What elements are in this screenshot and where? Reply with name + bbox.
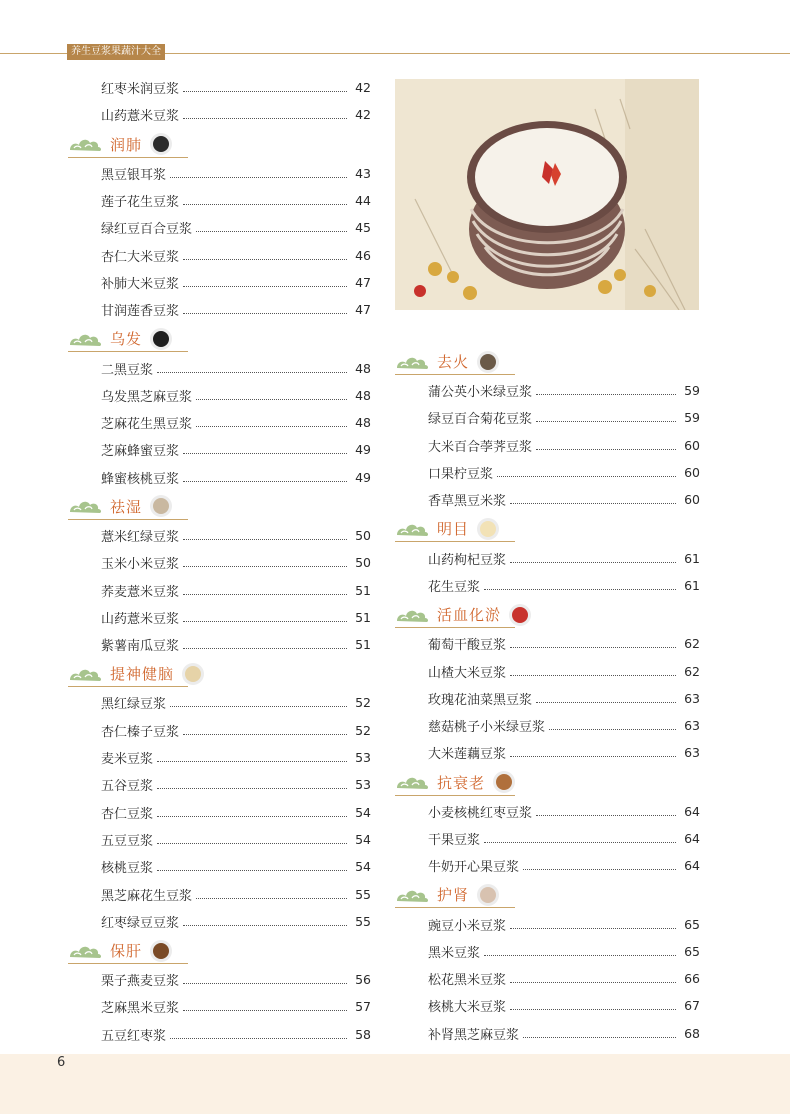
entry-title: 蜂蜜核桃豆浆 — [101, 471, 180, 487]
section-title: 提神健脑 — [110, 665, 175, 684]
dot-leader — [536, 702, 676, 703]
entry-title: 山楂大米豆浆 — [428, 665, 507, 681]
entry-title: 黑米豆浆 — [428, 945, 481, 961]
dot-leader — [183, 313, 347, 314]
section-heading — [68, 658, 371, 689]
entry-page-number: 63 — [684, 718, 700, 734]
entry-title: 山药枸杞豆浆 — [428, 552, 507, 568]
entry-title: 核桃豆浆 — [101, 861, 154, 877]
entry-page-number: 45 — [355, 220, 371, 236]
entry-page-number: 49 — [355, 442, 371, 458]
cloud-icon — [395, 886, 431, 904]
entry-title: 红枣米润豆浆 — [101, 82, 180, 98]
entry-page-number: 49 — [355, 469, 371, 485]
section-heading — [68, 935, 371, 966]
ingredient-thumbnail-icon — [150, 495, 172, 517]
entry-page-number: 48 — [355, 387, 371, 403]
dot-leader — [170, 706, 347, 707]
dot-leader — [157, 761, 347, 762]
ingredient-thumbnail-icon — [509, 604, 531, 626]
entry-page-number: 53 — [355, 777, 371, 793]
entry-title: 荞麦薏米豆浆 — [101, 584, 180, 600]
ingredient-thumbnail-icon — [150, 328, 172, 350]
cloud-icon — [68, 330, 104, 348]
entry-page-number: 42 — [355, 107, 371, 123]
entry-page-number: 66 — [684, 971, 700, 987]
entry-page-number: 63 — [684, 745, 700, 761]
section-heading — [395, 599, 700, 630]
entry-title: 慈菇桃子小米绿豆浆 — [428, 720, 546, 736]
toc-entry[interactable] — [395, 938, 700, 965]
toc-entry[interactable] — [68, 187, 371, 214]
dot-leader — [536, 449, 676, 450]
dot-leader — [523, 869, 676, 870]
entry-title: 核桃大米豆浆 — [428, 1000, 507, 1016]
entry-title: 玉米小米豆浆 — [101, 557, 180, 573]
section-underline — [68, 963, 188, 964]
toc-entry[interactable] — [68, 549, 371, 576]
entry-page-number: 51 — [355, 637, 371, 653]
book-title-tab: 养生豆浆果蔬汁大全 — [67, 44, 165, 60]
toc-entry[interactable] — [68, 908, 371, 935]
toc-entry[interactable] — [395, 798, 700, 825]
ingredient-thumbnail-icon — [182, 663, 204, 685]
section-title: 去火 — [437, 353, 470, 371]
section-heading — [68, 129, 371, 160]
toc-entry[interactable] — [395, 1020, 700, 1047]
dot-leader — [183, 91, 347, 92]
entry-page-number: 44 — [355, 193, 371, 209]
dot-leader — [183, 1010, 347, 1011]
toc-entry[interactable] — [395, 377, 700, 404]
section-heading — [395, 767, 700, 798]
toc-entry[interactable] — [68, 522, 371, 549]
entry-page-number: 64 — [684, 803, 700, 819]
entry-title: 牛奶开心果豆浆 — [428, 860, 520, 876]
page-number: 6 — [57, 1055, 66, 1070]
dot-leader — [196, 426, 347, 427]
entry-page-number: 67 — [684, 998, 700, 1014]
section-title: 祛湿 — [110, 497, 143, 516]
toc-entry[interactable] — [395, 572, 700, 599]
cloud-icon — [395, 520, 431, 538]
entry-page-number: 55 — [355, 886, 371, 902]
ingredient-thumbnail-icon — [477, 518, 499, 540]
ingredient-thumbnail-icon — [493, 771, 515, 793]
entry-page-number: 52 — [355, 695, 371, 711]
section-title: 护肾 — [437, 886, 470, 905]
entry-title: 豌豆小米豆浆 — [428, 918, 507, 934]
entry-title: 山药薏米豆浆 — [101, 109, 180, 125]
entry-page-number: 60 — [684, 465, 700, 481]
entry-title: 松花黑米豆浆 — [428, 973, 507, 989]
entry-title: 大米莲藕豆浆 — [428, 747, 507, 763]
cloud-icon — [68, 942, 104, 960]
toc-entry[interactable] — [68, 966, 371, 993]
section-underline — [395, 541, 515, 542]
entry-title: 甘润莲香豆浆 — [101, 304, 180, 320]
section-underline — [68, 519, 188, 520]
section-underline — [395, 795, 515, 796]
entry-page-number: 59 — [684, 383, 700, 399]
section-title: 抗衰老 — [437, 773, 486, 792]
entry-page-number: 62 — [684, 636, 700, 652]
section-heading — [68, 491, 371, 522]
toc-entry[interactable] — [68, 799, 371, 826]
toc-entry[interactable] — [68, 436, 371, 463]
entry-title: 黑豆银耳浆 — [101, 167, 167, 183]
toc-entry[interactable] — [68, 717, 371, 744]
entry-title: 芝麻花生黑豆浆 — [101, 417, 193, 433]
dot-leader — [183, 259, 347, 260]
toc-entry[interactable] — [68, 269, 371, 296]
section-underline — [395, 374, 515, 375]
entry-page-number: 65 — [684, 916, 700, 932]
toc-entry[interactable] — [395, 544, 700, 571]
dot-leader — [183, 453, 347, 454]
dot-leader — [170, 1038, 347, 1039]
dot-leader — [183, 118, 347, 119]
entry-title: 二黑豆浆 — [101, 362, 154, 378]
section-title: 润肺 — [110, 135, 143, 154]
entry-title: 麦米豆浆 — [101, 752, 154, 768]
entry-title: 绿豆百合菊花豆浆 — [428, 412, 533, 428]
dot-leader — [183, 594, 347, 595]
entry-page-number: 64 — [684, 858, 700, 874]
toc-entry[interactable] — [395, 630, 700, 657]
entry-page-number: 50 — [355, 555, 371, 571]
entry-page-number: 60 — [684, 437, 700, 453]
dot-leader — [157, 843, 347, 844]
entry-title: 干果豆浆 — [428, 833, 481, 848]
toc-entry[interactable] — [68, 771, 371, 798]
toc-entry[interactable] — [395, 712, 700, 739]
toc-entry[interactable] — [395, 685, 700, 712]
dot-leader — [183, 481, 347, 482]
section-underline — [395, 627, 515, 628]
entry-page-number: 47 — [355, 274, 371, 290]
toc-entry[interactable] — [68, 576, 371, 603]
entry-title: 红枣绿豆豆浆 — [101, 915, 180, 931]
entry-page-number: 58 — [355, 1026, 371, 1042]
entry-title: 乌发黑芝麻豆浆 — [101, 389, 193, 405]
entry-page-number: 50 — [355, 528, 371, 543]
dot-leader — [536, 421, 676, 422]
dot-leader — [510, 675, 676, 676]
soy-milk-photo — [395, 79, 699, 310]
entry-title: 口果柠豆浆 — [428, 467, 494, 483]
toc-entry[interactable] — [68, 744, 371, 771]
entry-page-number: 51 — [355, 582, 371, 598]
cloud-icon — [68, 497, 104, 515]
entry-page-number: 48 — [355, 360, 371, 376]
dot-leader — [523, 1037, 676, 1038]
toc-entry[interactable] — [68, 241, 371, 268]
dot-leader — [497, 476, 676, 477]
toc-entry[interactable] — [395, 910, 700, 937]
entry-page-number: 65 — [684, 943, 700, 959]
section-title: 明目 — [437, 520, 470, 539]
entry-title: 栗子燕麦豆浆 — [101, 974, 180, 990]
entry-page-number: 60 — [684, 492, 700, 508]
entry-page-number: 61 — [684, 577, 700, 593]
toc-entry[interactable] — [68, 409, 371, 436]
cloud-icon — [68, 135, 104, 153]
toc-entry[interactable] — [395, 657, 700, 684]
entry-page-number: 64 — [684, 831, 700, 846]
toc-entry[interactable] — [68, 214, 371, 241]
dot-leader — [510, 982, 676, 983]
dot-leader — [536, 394, 676, 395]
dot-leader — [484, 955, 676, 956]
entry-page-number: 55 — [355, 913, 371, 929]
dot-leader — [183, 648, 347, 649]
section-title: 活血化淤 — [437, 606, 502, 625]
toc-left-column — [68, 74, 371, 1048]
entry-page-number: 57 — [355, 999, 371, 1015]
toc-entry[interactable] — [395, 852, 700, 879]
entry-title: 香草黑豆米浆 — [428, 494, 507, 510]
dot-leader — [510, 647, 676, 648]
toc-entry[interactable] — [395, 965, 700, 992]
toc-right-column — [395, 346, 700, 1074]
entry-page-number: 56 — [355, 972, 371, 988]
cloud-icon — [395, 606, 431, 624]
dot-leader — [170, 177, 347, 178]
dot-leader — [549, 729, 676, 730]
toc-entry[interactable] — [395, 459, 700, 486]
section-underline — [395, 907, 515, 908]
section-underline — [68, 157, 188, 158]
ingredient-thumbnail-icon — [150, 940, 172, 962]
entry-title: 杏仁大米豆浆 — [101, 249, 180, 265]
toc-entry[interactable] — [395, 739, 700, 766]
dot-leader — [196, 898, 347, 899]
toc-entry[interactable] — [395, 992, 700, 1019]
toc-entry[interactable] — [395, 825, 700, 852]
entry-page-number: 54 — [355, 859, 371, 875]
toc-entry[interactable] — [68, 631, 371, 658]
toc-entry[interactable] — [68, 993, 371, 1020]
entry-title: 五豆豆浆 — [101, 833, 154, 849]
entry-page-number: 52 — [355, 722, 371, 738]
entry-title: 蒲公英小米绿豆浆 — [428, 385, 533, 401]
entry-title: 葡萄干酸豆浆 — [428, 638, 507, 654]
entry-title: 杏仁豆浆 — [101, 806, 154, 822]
toc-entry[interactable] — [68, 853, 371, 880]
dot-leader — [157, 788, 347, 789]
section-title: 保肝 — [110, 942, 143, 961]
entry-title: 薏米红绿豆浆 — [101, 530, 180, 545]
dot-leader — [510, 756, 676, 757]
entry-title: 黑芝麻花生豆浆 — [101, 888, 193, 904]
entry-page-number: 54 — [355, 804, 371, 820]
dot-leader — [183, 204, 347, 205]
toc-entry[interactable] — [68, 74, 371, 101]
entry-page-number: 43 — [355, 165, 371, 181]
entry-title: 芝麻蜂蜜豆浆 — [101, 444, 180, 460]
section-heading — [68, 323, 371, 354]
entry-page-number: 59 — [684, 410, 700, 426]
toc-entry[interactable] — [68, 826, 371, 853]
entry-title: 山药薏米豆浆 — [101, 611, 180, 627]
dot-leader — [157, 372, 347, 373]
footer-band — [0, 1054, 790, 1114]
dot-leader — [183, 539, 347, 540]
cloud-icon — [395, 353, 431, 371]
toc-entry[interactable] — [68, 354, 371, 381]
entry-page-number: 54 — [355, 831, 371, 847]
dot-leader — [183, 983, 347, 984]
entry-title: 补肺大米豆浆 — [101, 276, 180, 292]
dot-leader — [196, 231, 347, 232]
section-underline — [68, 686, 188, 687]
entry-page-number: 47 — [355, 302, 371, 318]
dot-leader — [157, 870, 347, 871]
entry-title: 绿红豆百合豆浆 — [101, 222, 193, 238]
cloud-icon — [395, 773, 431, 791]
toc-entry[interactable] — [68, 160, 371, 187]
entry-title: 补肾黑芝麻豆浆 — [428, 1027, 520, 1043]
dot-leader — [183, 286, 347, 287]
entry-title: 五谷豆浆 — [101, 779, 154, 795]
toc-entry[interactable] — [395, 486, 700, 513]
dot-leader — [196, 399, 347, 400]
section-underline — [68, 351, 188, 352]
dot-leader — [183, 566, 347, 567]
toc-entry[interactable] — [68, 689, 371, 716]
dot-leader — [157, 816, 347, 817]
ingredient-thumbnail-icon — [477, 884, 499, 906]
entry-title: 黑红绿豆浆 — [101, 697, 167, 713]
entry-page-number: 51 — [355, 609, 371, 625]
dot-leader — [183, 734, 347, 735]
toc-entry[interactable] — [68, 604, 371, 631]
dot-leader — [510, 503, 676, 504]
toc-entry[interactable] — [68, 880, 371, 907]
toc-entry[interactable] — [395, 432, 700, 459]
entry-page-number: 48 — [355, 415, 371, 431]
toc-entry[interactable] — [68, 1021, 371, 1048]
entry-title: 花生豆浆 — [428, 579, 481, 595]
entry-title: 芝麻黑米豆浆 — [101, 1001, 180, 1017]
dot-leader — [510, 562, 676, 563]
entry-title: 小麦核桃红枣豆浆 — [428, 805, 533, 821]
ingredient-thumbnail-icon — [150, 133, 172, 155]
dot-leader — [536, 815, 676, 816]
dot-leader — [510, 928, 676, 929]
entry-page-number: 61 — [684, 550, 700, 566]
entry-title: 杏仁榛子豆浆 — [101, 724, 180, 740]
section-heading — [395, 879, 700, 910]
toc-entry[interactable] — [395, 404, 700, 431]
entry-title: 紫薯南瓜豆浆 — [101, 639, 180, 655]
entry-page-number: 42 — [355, 80, 371, 96]
toc-entry[interactable] — [68, 464, 371, 491]
ingredient-thumbnail-icon — [477, 351, 499, 373]
toc-entry[interactable] — [68, 382, 371, 409]
entry-page-number: 63 — [684, 690, 700, 706]
toc-entry[interactable] — [68, 296, 371, 323]
entry-title: 玫瑰花油菜黑豆浆 — [428, 692, 533, 708]
dot-leader — [510, 1009, 676, 1010]
entry-page-number: 53 — [355, 750, 371, 766]
dot-leader — [183, 621, 347, 622]
entry-title: 大米百合荸荠豆浆 — [428, 439, 533, 455]
dot-leader — [484, 589, 676, 590]
toc-entry[interactable] — [68, 101, 371, 128]
dot-leader — [183, 925, 347, 926]
dot-leader — [484, 842, 676, 843]
entry-title: 莲子花生豆浆 — [101, 195, 180, 211]
entry-title: 五豆红枣浆 — [101, 1028, 167, 1044]
section-heading — [395, 346, 700, 377]
entry-page-number: 68 — [684, 1025, 700, 1041]
cloud-icon — [68, 665, 104, 683]
entry-page-number: 46 — [355, 247, 371, 263]
entry-page-number: 62 — [684, 663, 700, 679]
section-heading — [395, 513, 700, 544]
section-title: 乌发 — [110, 330, 143, 349]
